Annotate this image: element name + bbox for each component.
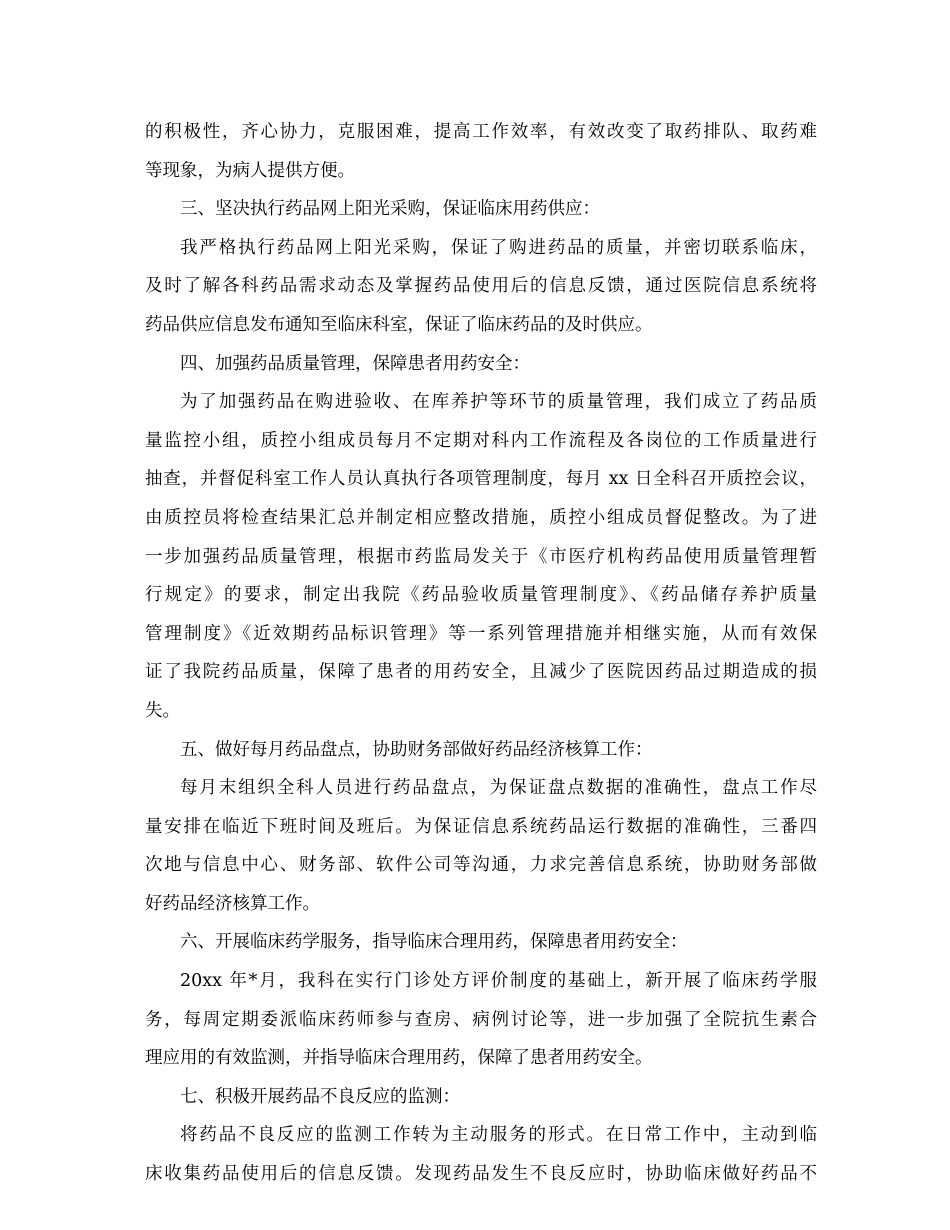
text-line: 每月末组织全科人员进行药品盘点，为保证盘点数据的准确性，盘点工作尽 xyxy=(180,778,817,799)
text-line: 证了我院药品质量，保障了患者的用药安全，且减少了医院因药品过期造成的损 xyxy=(145,662,817,683)
text-line: 我严格执行药品网上阳光采购，保证了购进药品的质量，并密切联系临床， xyxy=(180,237,817,258)
text-line: 失。 xyxy=(145,700,180,721)
text-line: 等现象，为病人提供方便。 xyxy=(145,160,355,181)
text-line: 将药品不良反应的监测工作转为主动服务的形式。在日常工作中，主动到临 xyxy=(180,1125,817,1146)
text-line: 20xx 年*月，我科在实行门诊处方评价制度的基础上，新开展了临床药学服 xyxy=(180,971,817,992)
text-line: 七、积极开展药品不良反应的监测： xyxy=(180,1086,460,1107)
text-line: 为了加强药品在购进验收、在库养护等环节的质量管理，我们成立了药品质 xyxy=(180,392,817,413)
text-line: 次地与信息中心、财务部、软件公司等沟通，力求完善信息系统，协助财务部做 xyxy=(145,855,817,876)
text-line: 理应用的有效监测，并指导临床合理用药，保障了患者用药安全。 xyxy=(145,1048,653,1069)
text-line: 行规定》的要求，制定出我院《药品验收质量管理制度》、《药品储存养护质量 xyxy=(145,585,817,606)
text-line: 由质控员将检查结果汇总并制定相应整改措施，质控小组成员督促整改。为了进 xyxy=(145,507,817,528)
text-line: 床收集药品使用后的信息反馈。发现药品发生不良反应时，协助临床做好药品不 xyxy=(145,1164,817,1185)
text-line: 六、开展临床药学服务，指导临床合理用药，保障患者用药安全： xyxy=(180,932,688,953)
document-body xyxy=(145,113,817,1194)
text-line: 抽查，并督促科室工作人员认真执行各项管理制度，每月 xx 日全科召开质控会议， xyxy=(145,469,817,490)
text-line: 管理制度》《近效期药品标识管理》等一系列管理措施并相继实施，从而有效保 xyxy=(145,623,817,644)
text-line: 量监控小组，质控小组成员每月不定期对科内工作流程及各岗位的工作质量进行 xyxy=(145,430,817,451)
text-line: 好药品经济核算工作。 xyxy=(145,893,320,914)
text-line: 量安排在临近下班时间及班后。为保证信息系统药品运行数据的准确性，三番四 xyxy=(145,816,817,837)
text-line: 及时了解各科药品需求动态及掌握药品使用后的信息反馈，通过医院信息系统将 xyxy=(145,276,817,297)
text-line: 务，每周定期委派临床药师参与查房、病例讨论等，进一步加强了全院抗生素合 xyxy=(145,1009,817,1030)
text-line: 药品供应信息发布通知至临床科室，保证了临床药品的及时供应。 xyxy=(145,314,653,335)
text-line: 三、坚决执行药品网上阳光采购，保证临床用药供应： xyxy=(180,199,600,220)
text-line: 五、做好每月药品盘点，协助财务部做好药品经济核算工作： xyxy=(180,739,653,760)
text-line: 一步加强药品质量管理，根据市药监局发关于《市医疗机构药品使用质量管理暂 xyxy=(145,546,817,567)
text-line: 的积极性，齐心协力，克服困难，提高工作效率，有效改变了取药排队、取药难 xyxy=(145,122,817,142)
text-line: 四、加强药品质量管理，保障患者用药安全： xyxy=(180,353,530,374)
